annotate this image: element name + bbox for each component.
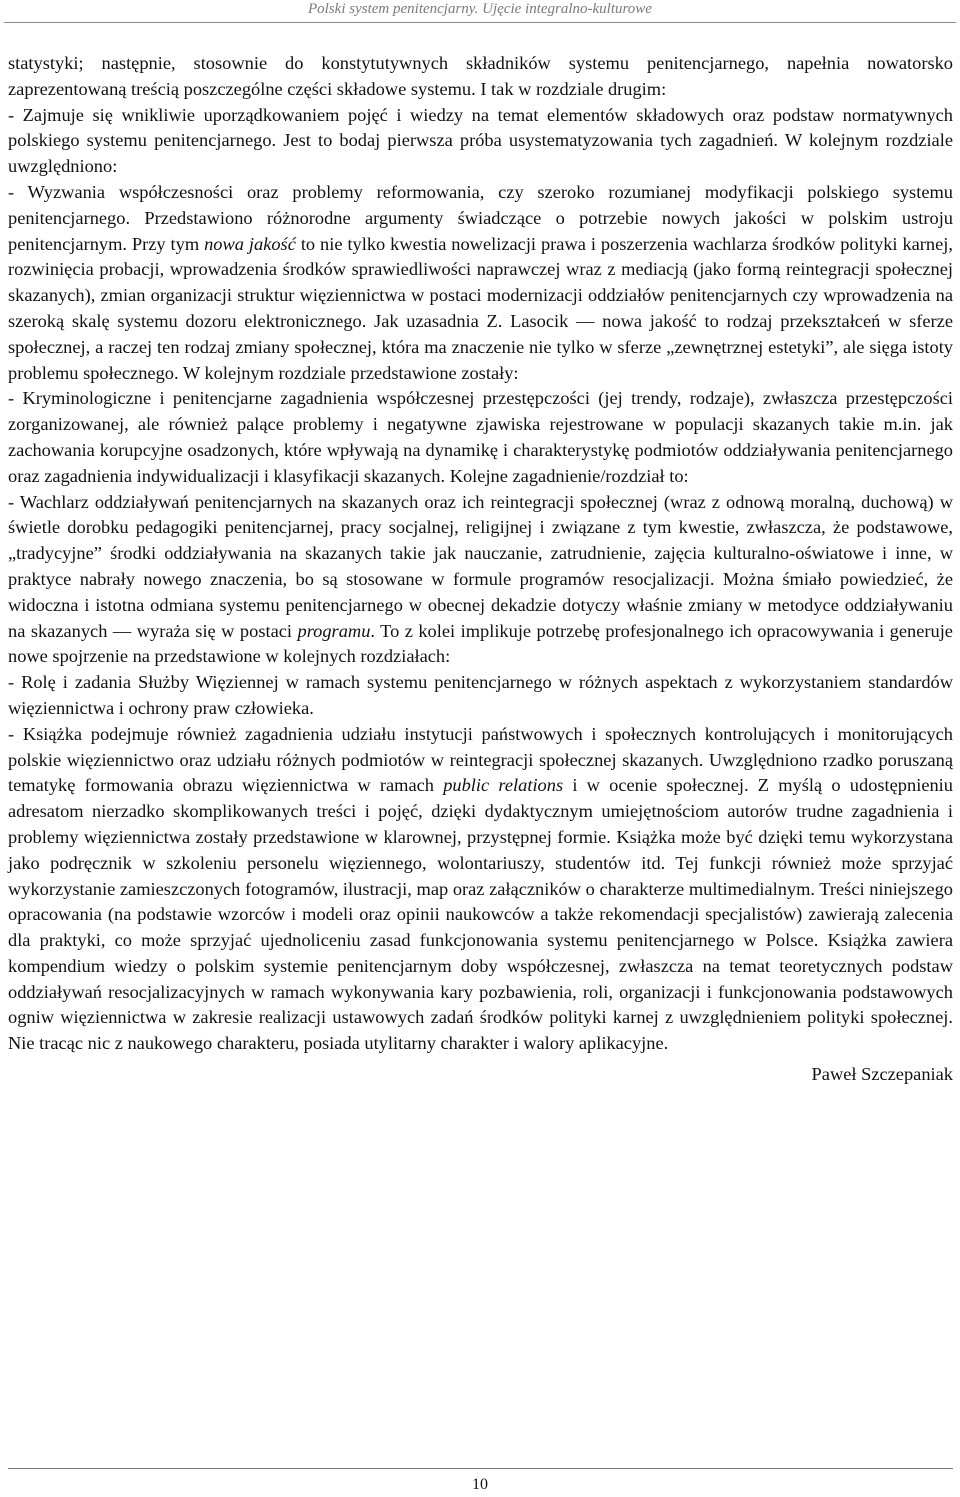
emphasis-new-quality: nowa jakość [204,233,296,254]
emphasis-program: programu [297,620,371,641]
body-text [8,51,953,1088]
author-signature: Paweł Szczepaniak [811,1064,953,1085]
footer-rule [8,1468,953,1469]
header-rule [4,22,956,23]
page-number: 10 [472,1476,488,1493]
paragraph-challenges: - Wyzwania współczesności oraz problemy reformowania, czy szeroko rozumianej modyfikacji polskiego systemu penitencjarnego. Przedstawiono różnorodne argumenty świadczące o potrzebie nowych jakości w polskim ustroju penitencjarnym. Przy tym nowa jakość to nie tylko kwestia nowelizacji prawa i poszerzenia wachlarza środków polityki karnej, rozwinięcia probacji, wprowadzenia środków sprawiedliwości naprawczej wraz z mediacją (jako formą reintegracji społecznej skazanych), zmian organizacji struktur więziennictwa w postaci modernizacji oddziałów penitencjarnych czy wprowadzenia na szeroką skalę systemu dozoru elektronicznego. Jak uzasadnia Z. Lasocik — nowa jakość to rodzaj przekształceń w sferze społecznej, a raczej ten rodzaj zmiany społecznej, która ma znaczenie nie tylko w sferze „zewnętrznej estetyki”, ale sięga istoty problemu społecznego. W kolejnym rozdziale przedstawione zostały: [8,181,953,383]
running-header: Polski system penitencjarny. Ujęcie integralno-kulturowe [308,1,652,17]
paragraph-interventions: - Wachlarz oddziaływań penitencjarnych na skazanych oraz ich reintegracji społecznej (wraz z odnową moralną, duchową) w świetle dorobku pedagogiki penitencjarnej, pracy socjalnej, religijnej i związane z tym kwestie, zwłaszcza, że podstawowe, „tradycyjne” środki oddziaływania na skazanych takie jak nauczanie, zatrudnienie, zajęcia kulturalno-oświatowe i inne, w praktyce nabrały nowego znaczenia, bo są stosowane w formule programów resocjalizacji. Można śmiało powiedzieć, że widoczna i istotna odmiana systemu penitencjarnego w obecnej dekadzie dotyczy właśnie zmiany w metodyce oddziaływaniu na skazanych — wyraża się w postaci programu. To z kolei implikuje potrzebę profesjonalnego ich opracowywania i generuje nowe spojrzenie na przedstawione w kolejnych rozdziałach: [8,491,953,667]
paragraph-intro: statystyki; następnie, stosownie do konstytutywnych składników systemu penitencjarnego, napełnia nowatorsko zaprezentowaną treścią poszczególne części składowe systemu. I tak w rozdziale drugim: [8,53,953,99]
paragraph-chapter-2: - Zajmuje się wnikliwie uporządkowaniem pojęć i wiedzy na temat elementów składowych oraz podstaw normatywnych polskiego systemu penitencjarnego. Jest to bodaj pierwsza próba usystematyzowania tych zagadnień. W kolejnym rozdziale uwzględniono: [8,104,953,177]
emphasis-public-relations: public relations [443,775,564,796]
paragraph-institutions: - Książka podejmuje również zagadnienia udziału instytucji państwowych i społecznych kontrolujących i monitorujących polskie więziennictwo oraz udziału różnych podmiotów w reintegracji społecznej skazanych. Uwzględniono rzadko poruszaną tematykę formowania obrazu więziennictwa w ramach public relations i w ocenie społecznej. Z myślą o udostępnieniu adresatom nierzadko skomplikowanych treści i pojęć, dzięki dydaktycznym umiejętnościom autorów trudne zagadnienia i problemy więziennictwa zostały przedstawione w klarownej, przystępnej formie. Książka może być dzięki temu wykorzystana jako podręcznik w szkoleniu personelu więziennego, wolontariuszy, studentów itd. Tej funkcji również może sprzyjać wykorzystanie zamieszczonych fotogramów, ilustracji, map oraz załączników o charakterze multimedialnym. Treści niniejszego opracowania (na podstawie wzorców i modeli oraz opinii naukowców a także rekomendacji specjalistów) zawierają zalecenia dla praktyki, co może sprzyjać ujednoliceniu zasad funkcjonowania systemu penitencjarnego w Polsce. Książka zawiera kompendium wiedzy o polskim systemie penitencjarnym doby współczesnej, zwłaszcza na temat teoretycznych podstaw oddziaływań resocjalizacyjnych w ramach wykonywania kary pozbawienia, roli, organizacji i funkcjonowania podstawowych ogniw więziennictwa w zakresie realizacji ustawowych zadań środków polityki karnej z uwzględnieniem polityki społecznej. Nie tracąc nic z naukowego charakteru, posiada utylitarny charakter i walory aplikacyjne. [8,723,953,1054]
paragraph-prison-service: - Rolę i zadania Służby Więziennej w ramach systemu penitencjarnego w różnych aspektach z wykorzystaniem standardów więziennictwa i ochrony praw człowieka. [8,672,953,718]
paragraph-criminology: - Kryminologiczne i penitencjarne zagadnienia współczesnej przestępczości (jej trendy, rodzaje), zwłaszcza przestępczości zorganizowanej, ale również palące problemy i negatywne zjawiska rejestrowane w populacji skazanych takie m.in. jak zachowania korupcyjne osadzonych, które wpływają na dynamikę i charakterystykę podmiotów oddziaływania penitencjarnego oraz zagadnienia indywidualizacji i klasyfikacji skazanych. Kolejne zagadnienie/rozdział to: [8,388,953,486]
